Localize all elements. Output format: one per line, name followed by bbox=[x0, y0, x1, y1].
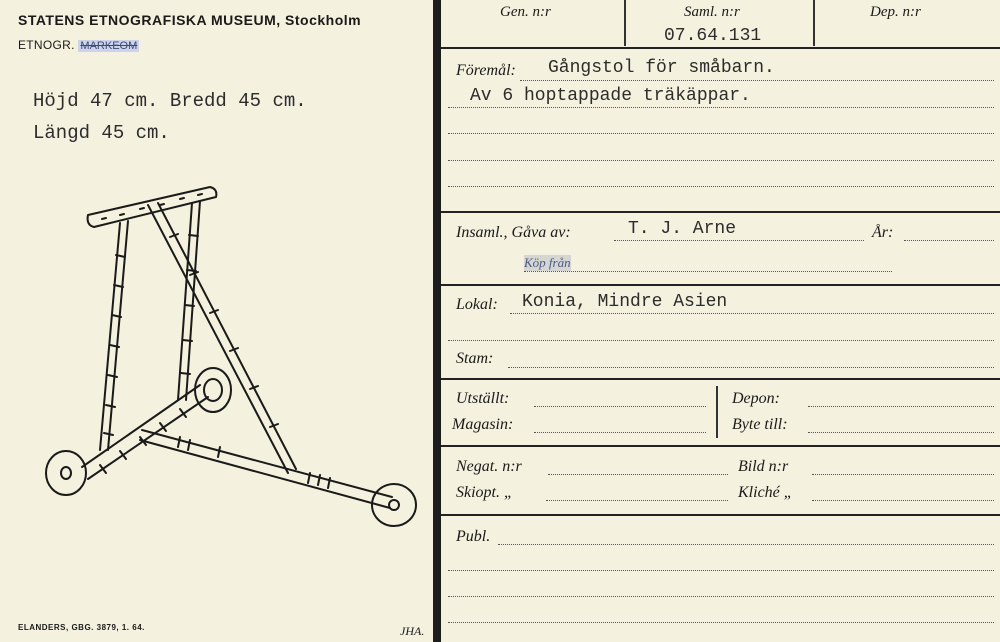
dotted-line bbox=[448, 570, 994, 571]
dimensions-line-2: Längd 45 cm. bbox=[33, 122, 170, 144]
dotted-line bbox=[534, 432, 706, 433]
header-separator bbox=[813, 0, 815, 46]
section-rule bbox=[441, 378, 1000, 380]
utstallt-label: Utställt: bbox=[456, 390, 510, 407]
stam-label: Stam: bbox=[456, 350, 494, 367]
kop-fran-stamp: Köp från bbox=[524, 255, 571, 270]
dotted-line bbox=[524, 271, 892, 272]
dotted-line bbox=[508, 367, 994, 368]
dotted-line bbox=[448, 133, 994, 134]
dotted-line bbox=[534, 406, 706, 407]
skiopt-label: Skiopt. „ bbox=[456, 484, 513, 501]
dotted-line bbox=[808, 406, 994, 407]
gen-number-label: Gen. n:r bbox=[500, 4, 551, 20]
dep-number-label: Dep. n:r bbox=[870, 4, 921, 20]
section-rule bbox=[441, 445, 1000, 447]
dimensions-line-1: Höjd 47 cm. Bredd 45 cm. bbox=[33, 90, 307, 112]
dotted-line bbox=[812, 500, 994, 501]
dotted-line bbox=[548, 474, 728, 475]
dotted-line bbox=[614, 240, 864, 241]
section-rule bbox=[441, 211, 1000, 213]
saml-number-value: 07.64.131 bbox=[664, 26, 762, 46]
year-label: År: bbox=[872, 224, 894, 241]
column-separator bbox=[716, 386, 718, 438]
publ-label: Publ. bbox=[456, 528, 491, 545]
dotted-line bbox=[520, 80, 994, 81]
dotted-line bbox=[448, 186, 994, 187]
header-separator bbox=[624, 0, 626, 46]
section-rule bbox=[441, 284, 1000, 286]
dotted-line bbox=[448, 160, 994, 161]
dotted-line bbox=[510, 313, 994, 314]
dotted-line bbox=[546, 500, 728, 501]
dotted-line bbox=[448, 107, 994, 108]
byte-label: Byte till: bbox=[732, 416, 788, 433]
negat-label: Negat. n:r bbox=[456, 458, 522, 475]
dotted-line bbox=[812, 474, 994, 475]
dotted-line bbox=[904, 240, 994, 241]
lokal-value: Konia, Mindre Asien bbox=[522, 292, 728, 312]
section-rule bbox=[441, 47, 1000, 49]
bild-label: Bild n:r bbox=[738, 458, 789, 475]
department-stamp: MARKEOM bbox=[80, 40, 138, 52]
foremal-value-line-2: Av 6 hoptappade träkäppar. bbox=[470, 86, 751, 106]
dotted-line bbox=[448, 622, 994, 623]
saml-number-label: Saml. n:r bbox=[684, 4, 740, 20]
center-divider bbox=[433, 0, 441, 642]
dotted-line bbox=[808, 432, 994, 433]
depon-label: Depon: bbox=[732, 390, 780, 407]
dotted-line bbox=[448, 596, 994, 597]
lokal-label: Lokal: bbox=[456, 296, 498, 313]
printer-imprint: ELANDERS, GBG. 3879, 1. 64. bbox=[18, 623, 145, 632]
kliche-label: Kliché „ bbox=[738, 484, 793, 501]
department-line bbox=[18, 38, 139, 52]
foremal-label: Föremål: bbox=[456, 62, 516, 79]
foremal-value-line-1: Gångstol för småbarn. bbox=[548, 58, 775, 78]
dotted-line bbox=[448, 340, 994, 341]
department-prefix: ETNOGR. bbox=[18, 38, 75, 52]
walking-frame-drawing bbox=[30, 175, 430, 545]
magasin-label: Magasin: bbox=[452, 416, 514, 433]
dotted-line bbox=[498, 544, 994, 545]
insaml-value: T. J. Arne bbox=[628, 219, 737, 239]
insaml-label: Insaml., Gåva av: bbox=[456, 224, 571, 241]
section-rule bbox=[441, 514, 1000, 516]
cataloger-initials: JHA. bbox=[400, 624, 425, 638]
museum-title: STATENS ETNOGRAFISKA MUSEUM, Stockholm bbox=[18, 12, 362, 28]
